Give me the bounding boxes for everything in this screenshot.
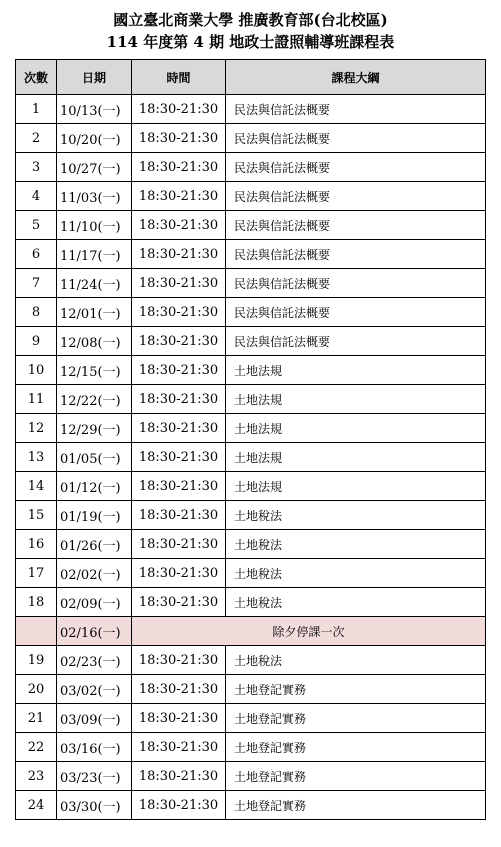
session-number-cell: 5 <box>16 211 57 240</box>
column-header-time: 時間 <box>132 60 226 95</box>
topic-cell: 土地登記實務 <box>226 675 486 704</box>
session-number-cell: 23 <box>16 762 57 791</box>
time-cell: 18:30-21:30 <box>132 240 226 269</box>
session-number-cell: 7 <box>16 269 57 298</box>
time-cell: 18:30-21:30 <box>132 443 226 472</box>
holiday-row <box>16 617 486 646</box>
date-cell: 11/24(一) <box>57 269 132 298</box>
time-cell: 18:30-21:30 <box>132 472 226 501</box>
topic-cell: 土地登記實務 <box>226 762 486 791</box>
time-cell: 18:30-21:30 <box>132 646 226 675</box>
date-cell: 02/09(一) <box>57 588 132 617</box>
date-cell: 12/01(一) <box>57 298 132 327</box>
holiday-note-cell: 除夕停課一次 <box>132 617 486 646</box>
date-cell: 10/20(一) <box>57 124 132 153</box>
time-cell: 18:30-21:30 <box>132 385 226 414</box>
table-row <box>16 385 486 414</box>
session-number-cell: 14 <box>16 472 57 501</box>
date-cell: 03/09(一) <box>57 704 132 733</box>
date-cell: 11/03(一) <box>57 182 132 211</box>
topic-cell: 民法與信託法概要 <box>226 124 486 153</box>
topic-cell: 民法與信託法概要 <box>226 298 486 327</box>
session-number-cell: 2 <box>16 124 57 153</box>
session-number-cell: 13 <box>16 443 57 472</box>
time-cell: 18:30-21:30 <box>132 530 226 559</box>
table-row <box>16 95 486 124</box>
time-cell: 18:30-21:30 <box>132 675 226 704</box>
session-number-cell: 8 <box>16 298 57 327</box>
session-number-cell: 1 <box>16 95 57 124</box>
table-row <box>16 414 486 443</box>
date-cell: 01/19(一) <box>57 501 132 530</box>
column-header-date: 日期 <box>57 60 132 95</box>
topic-cell: 民法與信託法概要 <box>226 153 486 182</box>
table-row <box>16 269 486 298</box>
date-cell: 01/12(一) <box>57 472 132 501</box>
session-number-cell: 3 <box>16 153 57 182</box>
date-cell: 03/30(一) <box>57 791 132 820</box>
date-cell: 02/16(一) <box>57 617 132 646</box>
session-number-cell <box>16 617 57 646</box>
topic-cell: 土地稅法 <box>226 530 486 559</box>
date-cell: 12/29(一) <box>57 414 132 443</box>
session-number-cell: 19 <box>16 646 57 675</box>
document-subtitle: 114 年度第 4 期 地政士證照輔導班課程表 <box>106 33 395 51</box>
time-cell: 18:30-21:30 <box>132 95 226 124</box>
table-row <box>16 675 486 704</box>
table-row <box>16 472 486 501</box>
time-cell: 18:30-21:30 <box>132 791 226 820</box>
topic-cell: 土地稅法 <box>226 559 486 588</box>
time-cell: 18:30-21:30 <box>132 414 226 443</box>
table-row <box>16 327 486 356</box>
time-cell: 18:30-21:30 <box>132 124 226 153</box>
session-number-cell: 11 <box>16 385 57 414</box>
table-row <box>16 704 486 733</box>
topic-cell: 民法與信託法概要 <box>226 327 486 356</box>
topic-cell: 土地稅法 <box>226 588 486 617</box>
topic-cell: 土地法規 <box>226 385 486 414</box>
table-row <box>16 124 486 153</box>
date-cell: 01/26(一) <box>57 530 132 559</box>
topic-cell: 土地法規 <box>226 443 486 472</box>
time-cell: 18:30-21:30 <box>132 182 226 211</box>
date-cell: 02/23(一) <box>57 646 132 675</box>
time-cell: 18:30-21:30 <box>132 704 226 733</box>
table-row <box>16 762 486 791</box>
session-number-cell: 22 <box>16 733 57 762</box>
time-cell: 18:30-21:30 <box>132 211 226 240</box>
table-row <box>16 588 486 617</box>
topic-cell: 土地登記實務 <box>226 704 486 733</box>
time-cell: 18:30-21:30 <box>132 501 226 530</box>
time-cell: 18:30-21:30 <box>132 153 226 182</box>
session-number-cell: 18 <box>16 588 57 617</box>
time-cell: 18:30-21:30 <box>132 327 226 356</box>
table-row <box>16 733 486 762</box>
topic-cell: 民法與信託法概要 <box>226 182 486 211</box>
session-number-cell: 9 <box>16 327 57 356</box>
table-row <box>16 530 486 559</box>
date-cell: 11/10(一) <box>57 211 132 240</box>
date-cell: 11/17(一) <box>57 240 132 269</box>
time-cell: 18:30-21:30 <box>132 733 226 762</box>
topic-cell: 土地法規 <box>226 472 486 501</box>
session-number-cell: 15 <box>16 501 57 530</box>
topic-cell: 民法與信託法概要 <box>226 211 486 240</box>
date-cell: 10/27(一) <box>57 153 132 182</box>
topic-cell: 民法與信託法概要 <box>226 240 486 269</box>
date-cell: 03/02(一) <box>57 675 132 704</box>
topic-cell: 土地登記實務 <box>226 791 486 820</box>
topic-cell: 土地登記實務 <box>226 733 486 762</box>
date-cell: 01/05(一) <box>57 443 132 472</box>
time-cell: 18:30-21:30 <box>132 356 226 385</box>
table-row <box>16 240 486 269</box>
session-number-cell: 20 <box>16 675 57 704</box>
session-number-cell: 24 <box>16 791 57 820</box>
date-cell: 03/16(一) <box>57 733 132 762</box>
topic-cell: 土地法規 <box>226 356 486 385</box>
time-cell: 18:30-21:30 <box>132 588 226 617</box>
topic-cell: 民法與信託法概要 <box>226 95 486 124</box>
table-row <box>16 791 486 820</box>
time-cell: 18:30-21:30 <box>132 559 226 588</box>
topic-cell: 土地法規 <box>226 414 486 443</box>
time-cell: 18:30-21:30 <box>132 269 226 298</box>
topic-cell: 土地稅法 <box>226 646 486 675</box>
session-number-cell: 21 <box>16 704 57 733</box>
date-cell: 03/23(一) <box>57 762 132 791</box>
session-number-cell: 16 <box>16 530 57 559</box>
time-cell: 18:30-21:30 <box>132 298 226 327</box>
session-number-cell: 12 <box>16 414 57 443</box>
date-cell: 12/22(一) <box>57 385 132 414</box>
session-number-cell: 17 <box>16 559 57 588</box>
topic-cell: 土地稅法 <box>226 501 486 530</box>
date-cell: 02/02(一) <box>57 559 132 588</box>
table-row <box>16 356 486 385</box>
table-row <box>16 646 486 675</box>
session-number-cell: 6 <box>16 240 57 269</box>
date-cell: 12/08(一) <box>57 327 132 356</box>
session-number-cell: 10 <box>16 356 57 385</box>
table-row <box>16 182 486 211</box>
schedule-table <box>15 59 486 820</box>
table-row <box>16 559 486 588</box>
table-row <box>16 153 486 182</box>
table-row <box>16 211 486 240</box>
column-header-topic: 課程大綱 <box>226 60 486 95</box>
document-title: 國立臺北商業大學 推廣教育部(台北校區) <box>113 11 388 29</box>
table-row <box>16 443 486 472</box>
time-cell: 18:30-21:30 <box>132 762 226 791</box>
topic-cell: 民法與信託法概要 <box>226 269 486 298</box>
table-header-row <box>16 60 486 95</box>
session-number-cell: 4 <box>16 182 57 211</box>
table-row <box>16 298 486 327</box>
date-cell: 10/13(一) <box>57 95 132 124</box>
column-header-no: 次數 <box>16 60 57 95</box>
date-cell: 12/15(一) <box>57 356 132 385</box>
table-row <box>16 501 486 530</box>
